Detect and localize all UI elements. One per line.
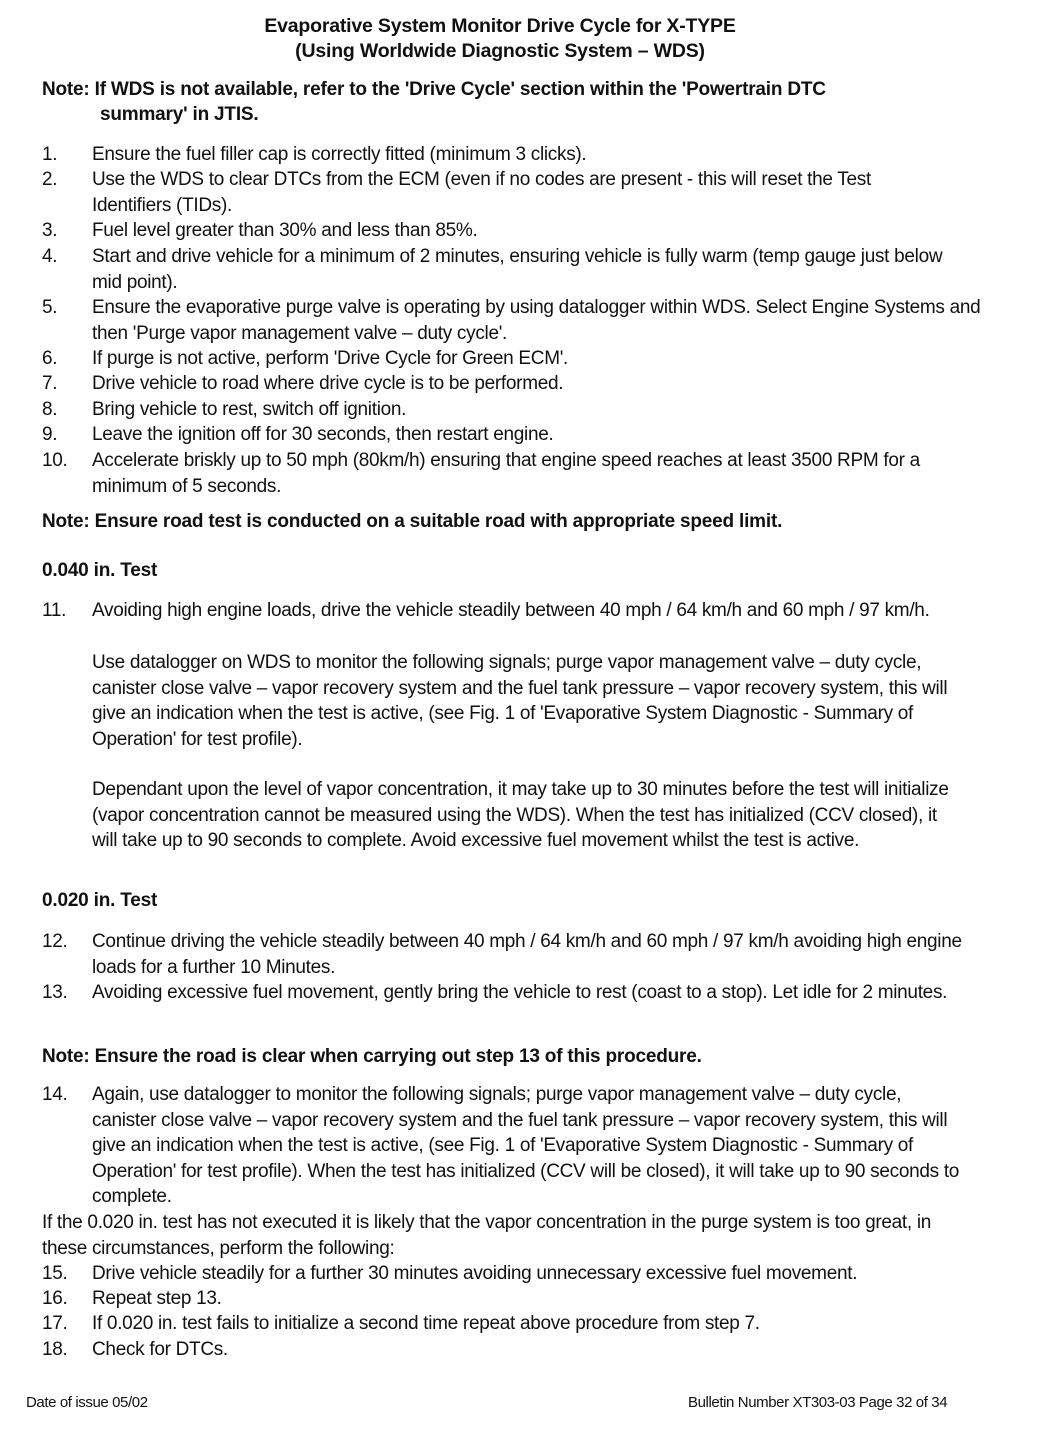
step-item [42, 1261, 982, 1287]
step-text: If 0.020 in. test fails to initialize a second time repeat above procedure from step 7. [92, 1313, 760, 1334]
step-number: 2. [42, 169, 58, 190]
step-number: 8. [42, 399, 58, 420]
note-line-2: summary' in JTIS. [100, 104, 259, 125]
step-text: Start and drive vehicle for a minimum of 2 minutes, ensuring vehicle is fully warm (temp gauge just below mid point). [92, 246, 943, 293]
step-text: Ensure the evaporative purge valve is operating by using datalogger within WDS. Select Engine Systems and then 'Purge vapor management valve – duty cycle'. [92, 297, 981, 344]
vapor-concentration-paragraph: Dependant upon the level of vapor concentration, it may take up to 30 minutes before the test will initialize (vapor concentration cannot be measured using the WDS). When the test has initialized (CCV closed), it will take up to 90 seconds to complete. Avoid excessive fuel movement whilst the test is active. [92, 779, 949, 851]
step-number: 1. [42, 144, 58, 165]
step-item [42, 422, 982, 448]
step-text: Bring vehicle to rest, switch off ignition. [92, 399, 407, 420]
step-number: 4. [42, 246, 58, 267]
footer-bulletin-page: Bulletin Number XT303-03 Page 32 of 34 [688, 1394, 948, 1411]
step-item [42, 448, 942, 499]
step-text: Again, use datalogger to monitor the following signals; purge vapor management valve – duty cycle, canister close valve – vapor recovery system and the fuel tank pressure – vapor recovery system, this will give an indication when the test is active, (see Fig. 1 of 'Evaporative System Diagnostic - Summary of Operation' for test profile). When the test has initialized (CCV will be closed), it will take up to 90 seconds to complete. [92, 1084, 960, 1207]
followup-paragraph: If the 0.020 in. test has not executed it is likely that the vapor concentration in the purge system is too great, in these circumstances, perform the following: [42, 1212, 932, 1259]
step-item [42, 346, 982, 372]
step-number: 13. [42, 982, 68, 1003]
step-number: 3. [42, 220, 58, 241]
note-road-clear: Note: Ensure the road is clear when carrying out step 13 of this procedure. [42, 1046, 702, 1067]
step-item [42, 295, 982, 346]
step-item [42, 1311, 982, 1337]
document-title: Evaporative System Monitor Drive Cycle for X-TYPE [264, 15, 736, 37]
step-item [42, 167, 942, 218]
step-item [42, 598, 962, 624]
section-heading-0040-test: 0.040 in. Test [42, 560, 158, 581]
step-text: Check for DTCs. [92, 1339, 228, 1360]
step-number: 12. [42, 931, 68, 952]
step-text: If purge is not active, perform 'Drive Cycle for Green ECM'. [92, 348, 569, 369]
note-road-test: Note: Ensure road test is conducted on a suitable road with appropriate speed limit. [42, 511, 783, 532]
step-text: Avoiding excessive fuel movement, gently bring the vehicle to rest (coast to a stop). Let idle for 2 minutes. [92, 982, 948, 1003]
step-item [42, 1082, 962, 1210]
step-item [42, 142, 982, 168]
step-text: Repeat step 13. [92, 1288, 222, 1309]
step-item [42, 1337, 982, 1363]
step-number: 15. [42, 1263, 68, 1284]
step-item [42, 244, 967, 295]
section-heading-0020-test: 0.020 in. Test [42, 890, 158, 911]
step-item [42, 218, 982, 244]
step-text: Accelerate briskly up to 50 mph (80km/h) ensuring that engine speed reaches at least 3500 RPM for a minimum of 5 seconds. [92, 450, 920, 497]
step-item [42, 929, 982, 980]
monitor-signals-paragraph: Use datalogger on WDS to monitor the following signals; purge vapor management valve – duty cycle, canister close valve – vapor recovery system and the fuel tank pressure – vapor recovery system, this will give an indication when the test is active, (see Fig. 1 of 'Evaporative System Diagnostic - Summary of Operation' for test profile). [92, 652, 948, 750]
step-number: 16. [42, 1288, 68, 1309]
note-line-1: Note: If WDS is not available, refer to the 'Drive Cycle' section within the 'Powertrain DTC [42, 79, 826, 100]
footer-date-of-issue: Date of issue 05/02 [26, 1394, 148, 1411]
step-item [42, 397, 982, 423]
step-text: Avoiding high engine loads, drive the vehicle steadily between 40 mph / 64 km/h and 60 mph / 97 km/h. [92, 600, 930, 621]
note-wds-unavailable [42, 77, 982, 127]
document-subtitle: (Using Worldwide Diagnostic System – WDS) [295, 40, 705, 62]
step-number: 17. [42, 1313, 68, 1334]
step-text: Ensure the fuel filler cap is correctly fitted (minimum 3 clicks). [92, 144, 587, 165]
step-number: 10. [42, 450, 68, 471]
step-number: 14. [42, 1084, 68, 1105]
step-number: 11. [42, 600, 67, 621]
step-number: 18. [42, 1339, 68, 1360]
step-text: Leave the ignition off for 30 seconds, then restart engine. [92, 424, 554, 445]
step-item [42, 371, 982, 397]
step-item [42, 1286, 982, 1312]
step-number: 7. [42, 373, 58, 394]
step-text: Continue driving the vehicle steadily between 40 mph / 64 km/h and 60 mph / 97 km/h avoiding high engine loads for a further 10 Minutes. [92, 931, 962, 978]
step-text: Drive vehicle to road where drive cycle is to be performed. [92, 373, 564, 394]
step-number: 5. [42, 297, 58, 318]
step-text: Drive vehicle steadily for a further 30 minutes avoiding unnecessary excessive fuel movement. [92, 1263, 858, 1284]
step-text: Fuel level greater than 30% and less than 85%. [92, 220, 478, 241]
step-text: Use the WDS to clear DTCs from the ECM (even if no codes are present - this will reset the Test Identifiers (TIDs). [92, 169, 871, 216]
step-item [42, 980, 982, 1006]
step-number: 6. [42, 348, 58, 369]
step-number: 9. [42, 424, 58, 445]
